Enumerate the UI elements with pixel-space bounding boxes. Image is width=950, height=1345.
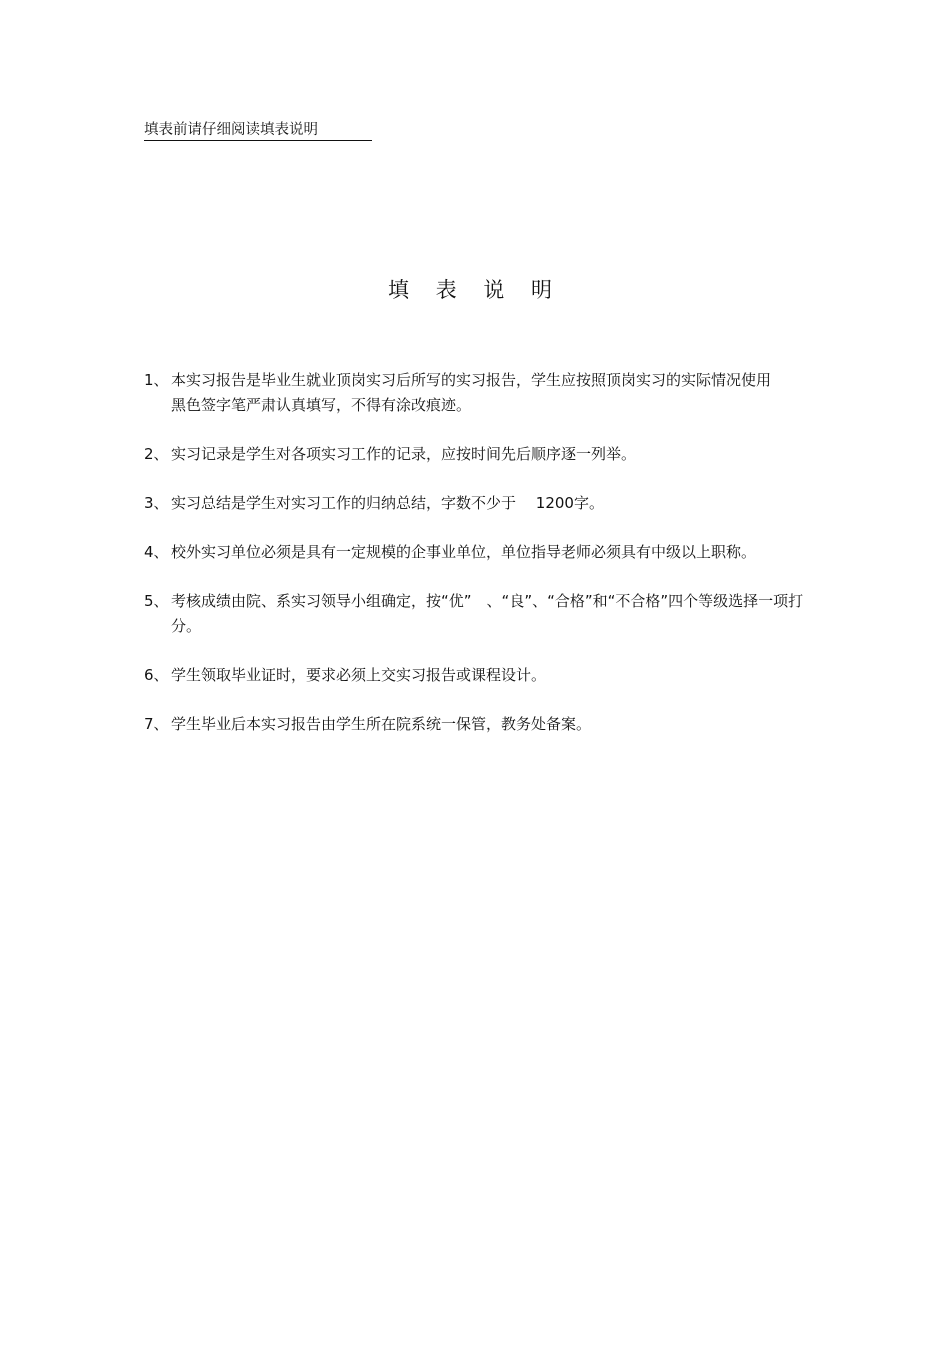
item-number: 7、 (144, 715, 169, 733)
page-title: 填 表 说 明 (387, 278, 563, 302)
item-number: 3、 (144, 494, 169, 512)
item-text: 本实习报告是毕业生就业顶岗实习后所写的实习报告，学生应按照顶岗实习的实际情况使用黑色签字笔严肃认真填写，不得有涂改痕迹。 (171, 371, 772, 414)
item-number: 4、 (144, 543, 169, 561)
item-number: 6、 (144, 666, 169, 684)
header-note: 填表前请仔细阅读填表说明 (144, 121, 372, 141)
list-item (144, 663, 844, 688)
item-number: 2、 (144, 445, 169, 463)
item-text: 学生领取毕业证时，要求必须上交实习报告或课程设计。 (171, 666, 547, 684)
item-number: 5、 (144, 592, 169, 610)
item-text: 校外实习单位必须是具有一定规模的企事业单位，单位指导老师必须具有中级以上职称。 (171, 543, 757, 561)
instructions-list (144, 368, 844, 737)
list-item (144, 712, 844, 737)
item-text: 学生毕业后本实习报告由学生所在院系统一保管，教务处备案。 (171, 715, 592, 733)
item-text: 考核成绩由院、系实习领导小组确定，按“优” 、“良”、“合格”和“不合格”四个等级选择一项打分。 (171, 592, 804, 635)
list-item (144, 589, 844, 639)
list-item (144, 491, 844, 516)
list-item (144, 368, 844, 418)
item-text: 实习总结是学生对实习工作的归纳总结，字数不少于 1200字。 (171, 494, 604, 512)
item-text: 实习记录是学生对各项实习工作的记录，应按时间先后顺序逐一列举。 (171, 445, 637, 463)
list-item (144, 540, 844, 565)
list-item (144, 442, 844, 467)
item-number: 1、 (144, 371, 169, 389)
